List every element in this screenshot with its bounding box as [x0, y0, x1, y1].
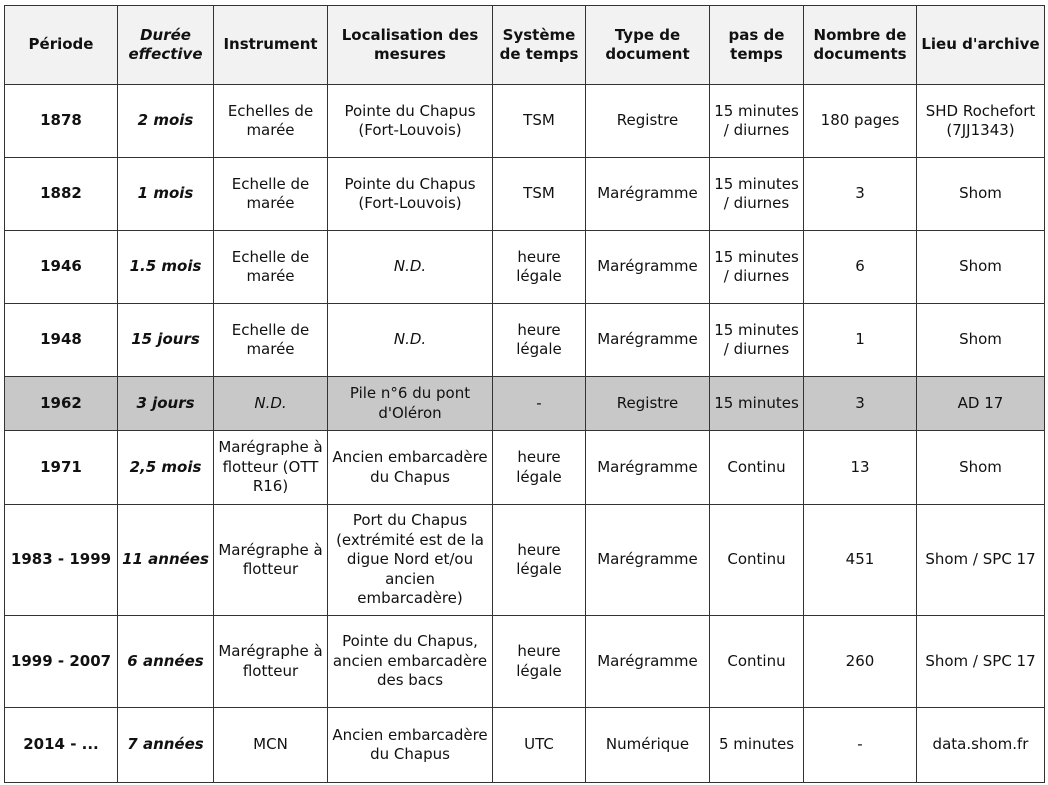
cell-type: Marégramme	[586, 505, 710, 616]
cell-duree: 7 années	[118, 708, 214, 783]
cell-periode: 1946	[5, 231, 118, 304]
cell-type: Marégramme	[586, 304, 710, 377]
cell-type: Registre	[586, 85, 710, 158]
table-row	[5, 616, 1045, 708]
cell-pas: 5 minutes	[710, 708, 804, 783]
cell-duree: 1 mois	[118, 158, 214, 231]
cell-periode: 1882	[5, 158, 118, 231]
table-row	[5, 85, 1045, 158]
cell-duree: 11 années	[118, 505, 214, 616]
cell-lieu: Shom	[917, 231, 1045, 304]
cell-instrument: Echelles de marée	[214, 85, 328, 158]
cell-lieu: Shom / SPC 17	[917, 616, 1045, 708]
cell-nombre: 260	[804, 616, 917, 708]
cell-pas: 15 minutes / diurnes	[710, 85, 804, 158]
cell-localisation: Pointe du Chapus (Fort-Louvois)	[328, 158, 493, 231]
table-row	[5, 377, 1045, 431]
cell-lieu: Shom	[917, 158, 1045, 231]
cell-nombre: 6	[804, 231, 917, 304]
cell-type: Marégramme	[586, 231, 710, 304]
cell-type: Registre	[586, 377, 710, 431]
cell-instrument: Marégraphe à flotteur	[214, 505, 328, 616]
cell-systeme: heure légale	[493, 616, 586, 708]
cell-instrument: Echelle de marée	[214, 304, 328, 377]
cell-systeme: heure légale	[493, 505, 586, 616]
cell-instrument: Echelle de marée	[214, 231, 328, 304]
cell-localisation: Port du Chapus (extrémité est de la digue Nord et/ou ancien embarcadère)	[328, 505, 493, 616]
cell-duree: 3 jours	[118, 377, 214, 431]
cell-nombre: 180 pages	[804, 85, 917, 158]
cell-nombre: 1	[804, 304, 917, 377]
cell-instrument: Marégraphe à flotteur (OTT R16)	[214, 431, 328, 505]
header-type: Type de document	[586, 6, 710, 85]
cell-instrument: Echelle de marée	[214, 158, 328, 231]
header-systeme: Système de temps	[493, 6, 586, 85]
table-row	[5, 304, 1045, 377]
tide-records-table	[4, 5, 1045, 783]
cell-periode: 1999 - 2007	[5, 616, 118, 708]
cell-lieu: SHD Rochefort (7JJ1343)	[917, 85, 1045, 158]
cell-localisation: Pointe du Chapus, ancien embarcadère des bacs	[328, 616, 493, 708]
cell-systeme: TSM	[493, 85, 586, 158]
cell-pas: 15 minutes / diurnes	[710, 304, 804, 377]
table-row	[5, 708, 1045, 783]
cell-pas: Continu	[710, 431, 804, 505]
cell-lieu: data.shom.fr	[917, 708, 1045, 783]
cell-type: Marégramme	[586, 431, 710, 505]
cell-nombre: 3	[804, 377, 917, 431]
cell-instrument: Marégraphe à flotteur	[214, 616, 328, 708]
cell-lieu: AD 17	[917, 377, 1045, 431]
table-row	[5, 431, 1045, 505]
cell-duree: 15 jours	[118, 304, 214, 377]
cell-nombre: 451	[804, 505, 917, 616]
cell-duree: 1.5 mois	[118, 231, 214, 304]
cell-type: Numérique	[586, 708, 710, 783]
cell-lieu: Shom	[917, 431, 1045, 505]
cell-nombre: 3	[804, 158, 917, 231]
cell-systeme: -	[493, 377, 586, 431]
cell-duree: 2 mois	[118, 85, 214, 158]
cell-nombre: -	[804, 708, 917, 783]
table-row	[5, 158, 1045, 231]
cell-periode: 1962	[5, 377, 118, 431]
cell-duree: 6 années	[118, 616, 214, 708]
cell-localisation: N.D.	[328, 304, 493, 377]
cell-systeme: heure légale	[493, 304, 586, 377]
cell-periode: 2014 - ...	[5, 708, 118, 783]
cell-periode: 1948	[5, 304, 118, 377]
cell-localisation: Pile n°6 du pont d'Oléron	[328, 377, 493, 431]
header-pas: pas de temps	[710, 6, 804, 85]
header-nombre: Nombre de documents	[804, 6, 917, 85]
cell-periode: 1983 - 1999	[5, 505, 118, 616]
cell-pas: 15 minutes / diurnes	[710, 158, 804, 231]
cell-instrument: MCN	[214, 708, 328, 783]
cell-localisation: N.D.	[328, 231, 493, 304]
cell-pas: 15 minutes / diurnes	[710, 231, 804, 304]
cell-localisation: Ancien embarcadère du Chapus	[328, 431, 493, 505]
header-localisation: Localisation des mesures	[328, 6, 493, 85]
cell-systeme: heure légale	[493, 231, 586, 304]
header-lieu: Lieu d'archive	[917, 6, 1045, 85]
cell-nombre: 13	[804, 431, 917, 505]
cell-periode: 1971	[5, 431, 118, 505]
cell-type: Marégramme	[586, 158, 710, 231]
header-instrument: Instrument	[214, 6, 328, 85]
cell-systeme: heure légale	[493, 431, 586, 505]
cell-pas: Continu	[710, 505, 804, 616]
header-duree: Durée effective	[118, 6, 214, 85]
cell-pas: Continu	[710, 616, 804, 708]
header-periode: Période	[5, 6, 118, 85]
cell-systeme: TSM	[493, 158, 586, 231]
table-row	[5, 231, 1045, 304]
cell-localisation: Pointe du Chapus (Fort-Louvois)	[328, 85, 493, 158]
cell-lieu: Shom	[917, 304, 1045, 377]
cell-duree: 2,5 mois	[118, 431, 214, 505]
cell-localisation: Ancien embarcadère du Chapus	[328, 708, 493, 783]
table-body	[5, 85, 1045, 783]
table-row	[5, 505, 1045, 616]
header-row	[5, 6, 1045, 85]
cell-lieu: Shom / SPC 17	[917, 505, 1045, 616]
cell-pas: 15 minutes	[710, 377, 804, 431]
cell-type: Marégramme	[586, 616, 710, 708]
cell-periode: 1878	[5, 85, 118, 158]
cell-instrument: N.D.	[214, 377, 328, 431]
cell-systeme: UTC	[493, 708, 586, 783]
